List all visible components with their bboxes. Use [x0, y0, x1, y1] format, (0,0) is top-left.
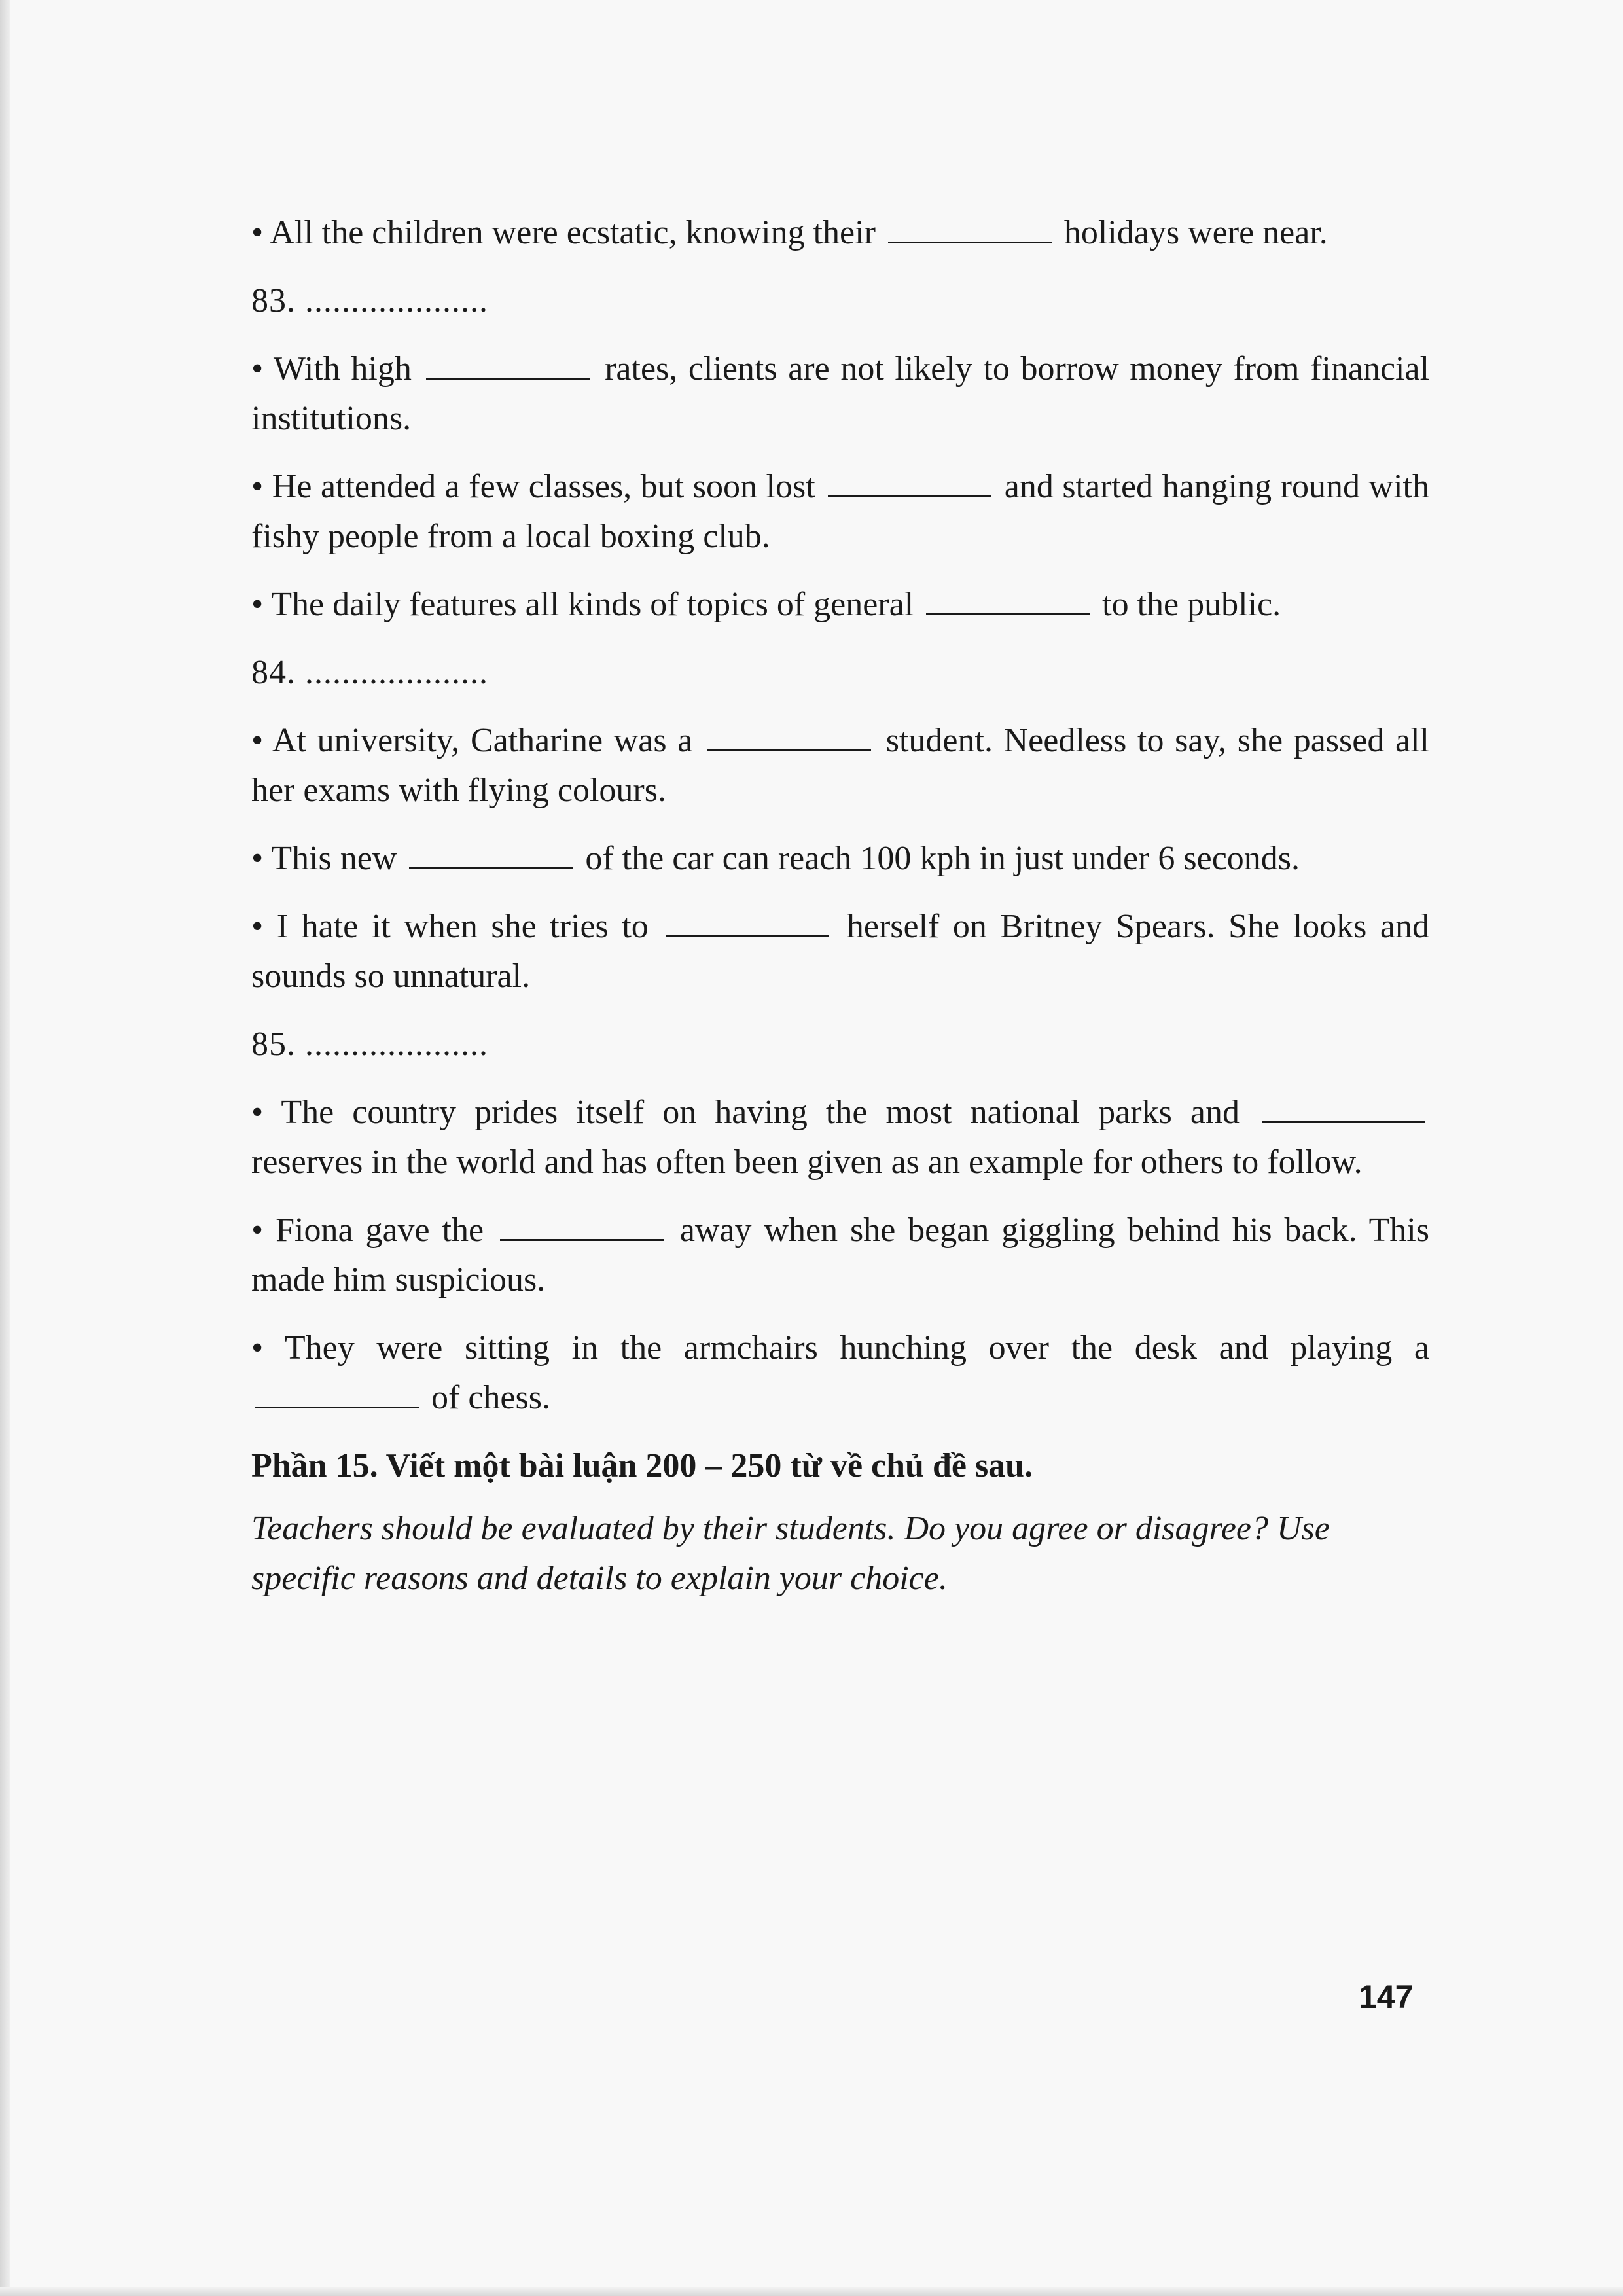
sentence-text: • He attended a few classes, but soon lost [251, 468, 815, 505]
sentence-text: holidays were near. [1063, 214, 1328, 251]
scan-edge [0, 0, 10, 2296]
sentence-85-1 [251, 1088, 1429, 1187]
question-number-83: 83. .................... [251, 282, 488, 319]
answer-blank [828, 467, 991, 497]
sentence-text: reserves in the world and has often been given as an example for others to follow. [251, 1143, 1363, 1181]
sentence-text: • I hate it when she tries to [251, 908, 649, 945]
sentence-text: herself on Britney Spears. She looks and sounds so unnatural. [251, 908, 1429, 995]
sentence-text: to the public. [1102, 586, 1281, 623]
answer-blank [926, 584, 1090, 615]
sentence-text: • All the children were ecstatic, knowing their [251, 214, 876, 251]
sentence-text: student. Needless to say, she passed all her exams with flying colours. [251, 722, 1429, 809]
sentence-82-3 [251, 208, 1429, 258]
sentence-83-3 [251, 580, 1429, 630]
answer-blank [888, 213, 1052, 243]
sentence-text: • At university, Catharine was a [251, 722, 693, 759]
answer-blank [666, 906, 829, 937]
sentence-83-1 [251, 344, 1429, 444]
sentence-text: away when she began giggling behind his back. This made him suspicious. [251, 1211, 1430, 1299]
answer-blank [1262, 1092, 1425, 1123]
page-number: 147 [1359, 1979, 1414, 2015]
sentence-text: • This new [251, 840, 397, 877]
answer-blank [255, 1378, 419, 1408]
sentence-84-1 [251, 716, 1429, 816]
answer-blank [426, 349, 590, 380]
sentence-84-3 [251, 902, 1429, 1001]
question-number-85: 85. .................... [251, 1026, 488, 1063]
answer-blank [500, 1210, 664, 1241]
scan-edge-bottom [0, 2287, 1623, 2296]
page-content [251, 208, 1429, 1604]
sentence-85-3 [251, 1323, 1429, 1423]
answer-blank [707, 721, 871, 751]
question-number-84: 84. .................... [251, 654, 488, 691]
section-heading: Phần 15. Viết một bài luận 200 – 250 từ về chủ đề sau. [251, 1447, 1033, 1484]
sentence-text: rates, clients are not likely to borrow money from financial institutions. [251, 350, 1430, 437]
sentence-85-2 [251, 1206, 1429, 1305]
sentence-83-2 [251, 462, 1429, 562]
sentence-84-2 [251, 834, 1429, 884]
sentence-text: • Fiona gave the [251, 1211, 484, 1249]
sentence-text: • They were sitting in the armchairs hunching over the desk and playing a [251, 1329, 1429, 1367]
sentence-text: • The daily features all kinds of topics of general [251, 586, 914, 623]
sentence-text: • The country prides itself on having the most national parks and [251, 1094, 1240, 1131]
sentence-text: • With high [251, 350, 412, 387]
sentence-text: of chess. [431, 1379, 550, 1416]
sentence-text: and started hanging round with fishy people from a local boxing club. [251, 468, 1430, 555]
essay-prompt: Teachers should be evaluated by their students. Do you agree or disagree? Use specific reasons and details to explain your choice. [251, 1510, 1330, 1597]
sentence-text: of the car can reach 100 kph in just under 6 seconds. [585, 840, 1300, 877]
answer-blank [409, 838, 573, 869]
